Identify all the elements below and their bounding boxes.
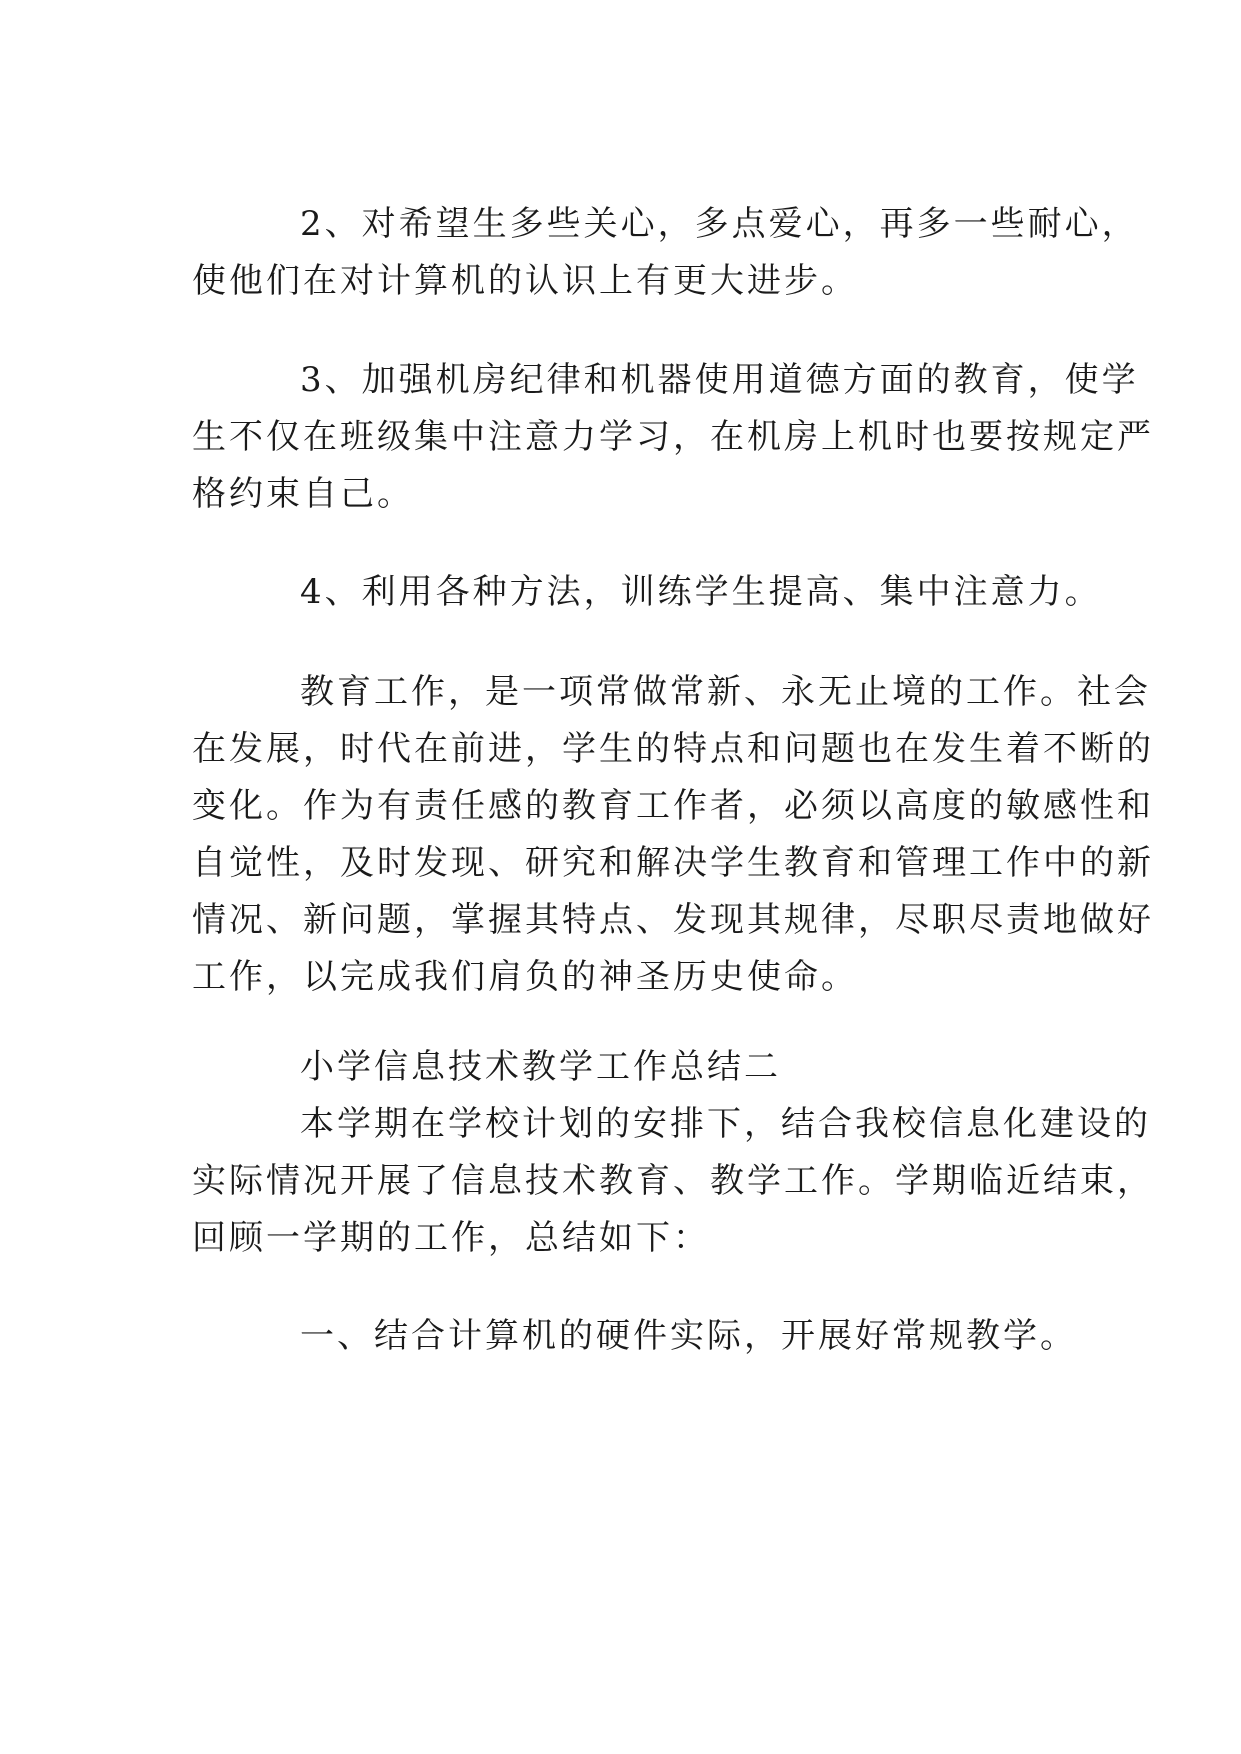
paragraph-line: 实际情况开展了信息技术教育、教学工作。学期临近结束，	[192, 1161, 1154, 1201]
section-title-text: 小学信息技术教学工作总结二	[300, 1047, 781, 1087]
paragraph-point-4	[192, 564, 1102, 621]
paragraph-line: 回顾一学期的工作，总结如下：	[192, 1218, 710, 1258]
paragraph-line: 使他们在对计算机的认识上有更大进步。	[192, 261, 858, 301]
heading-text: 一、结合计算机的硬件实际，开展好常规教学。	[300, 1316, 1077, 1356]
paragraph-point-2	[192, 196, 1139, 310]
paragraph-intro	[192, 1096, 1154, 1267]
paragraph-line: 本学期在学校计划的安排下，结合我校信息化建设的	[300, 1104, 1151, 1144]
paragraph-line: 在发展，时代在前进，学生的特点和问题也在发生着不断的	[192, 729, 1154, 769]
paragraph-conclusion	[192, 664, 1154, 1006]
heading-1	[192, 1308, 1077, 1365]
paragraph-line: 3、加强机房纪律和机器使用道德方面的教育，使学	[300, 360, 1139, 400]
paragraph-point-3	[192, 352, 1154, 523]
paragraph-line: 教育工作，是一项常做常新、永无止境的工作。社会	[300, 672, 1151, 712]
paragraph-line: 4、利用各种方法，训练学生提高、集中注意力。	[300, 572, 1102, 612]
paragraph-line: 变化。作为有责任感的教育工作者，必须以高度的敏感性和	[192, 786, 1154, 826]
paragraph-line: 工作，以完成我们肩负的神圣历史使命。	[192, 957, 858, 997]
paragraph-line: 情况、新问题，掌握其特点、发现其规律，尽职尽责地做好	[192, 900, 1154, 940]
paragraph-line: 格约束自己。	[192, 474, 414, 514]
paragraph-line: 2、对希望生多些关心，多点爱心，再多一些耐心，	[300, 204, 1139, 244]
section-title	[192, 1039, 1052, 1096]
paragraph-line: 自觉性，及时发现、研究和解决学生教育和管理工作中的新	[192, 843, 1154, 883]
paragraph-line: 生不仅在班级集中注意力学习，在机房上机时也要按规定严	[192, 417, 1154, 457]
